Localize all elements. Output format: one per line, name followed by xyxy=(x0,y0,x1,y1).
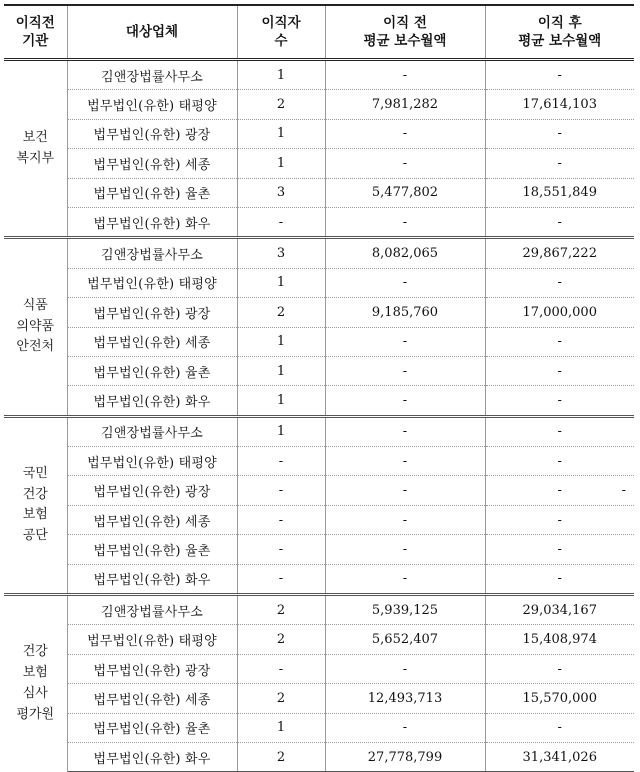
table-row xyxy=(4,60,634,90)
after-salary-cell: - xyxy=(485,564,634,594)
company-cell: 법무법인(유한) 태평양 xyxy=(67,90,237,119)
after-salary-cell: - xyxy=(485,535,634,564)
table-row xyxy=(4,564,634,594)
after-salary-cell: - xyxy=(485,654,634,683)
transfer-table xyxy=(4,4,634,772)
before-salary-cell: - xyxy=(325,149,485,178)
table-row xyxy=(4,742,634,771)
company-cell: 법무법인(유한) 율촌 xyxy=(67,178,237,207)
count-cell: 1 xyxy=(237,713,325,742)
after-salary-cell: 29,034,167 xyxy=(485,595,634,625)
header-after-salary: 이직 후 평균 보수월액 xyxy=(485,5,634,60)
table-row xyxy=(4,119,634,148)
table-row xyxy=(4,298,634,327)
count-cell: 3 xyxy=(237,238,325,268)
count-cell: 2 xyxy=(237,298,325,327)
institution-cell: 건강 보험 심사 평가원 xyxy=(4,595,67,772)
table-row xyxy=(4,595,634,625)
company-cell: 김앤장법률사무소 xyxy=(67,416,237,446)
after-salary-cell: - xyxy=(485,386,634,416)
count-cell: 2 xyxy=(237,625,325,654)
count-cell: 1 xyxy=(237,356,325,385)
after-salary-cell: 18,551,849 xyxy=(485,178,634,207)
before-salary-cell: - xyxy=(325,327,485,356)
company-cell: 법무법인(유한) 화우 xyxy=(67,564,237,594)
before-salary-cell: - xyxy=(325,713,485,742)
table-row xyxy=(4,713,634,742)
before-salary-cell: 5,939,125 xyxy=(325,595,485,625)
table-row xyxy=(4,238,634,268)
before-salary-cell: - xyxy=(325,60,485,90)
before-salary-cell: - xyxy=(325,447,485,476)
after-salary-cell: - xyxy=(485,60,634,90)
before-salary-cell: - xyxy=(325,564,485,594)
table-row xyxy=(4,476,634,505)
before-salary-cell: - xyxy=(325,505,485,534)
count-cell: - xyxy=(237,535,325,564)
before-salary-cell: 9,185,760 xyxy=(325,298,485,327)
count-cell: - xyxy=(237,476,325,505)
before-salary-cell: - xyxy=(325,416,485,446)
table-row xyxy=(4,505,634,534)
before-salary-cell: - xyxy=(325,535,485,564)
table-row xyxy=(4,207,634,237)
before-salary-cell: 12,493,713 xyxy=(325,684,485,713)
document xyxy=(4,4,634,772)
company-cell: 법무법인(유한) 율촌 xyxy=(67,713,237,742)
company-cell: 법무법인(유한) 화우 xyxy=(67,386,237,416)
count-cell: 1 xyxy=(237,327,325,356)
count-cell: 1 xyxy=(237,60,325,90)
table-row xyxy=(4,535,634,564)
count-cell: 1 xyxy=(237,119,325,148)
count-cell: 1 xyxy=(237,268,325,297)
count-cell: - xyxy=(237,207,325,237)
before-salary-cell: - xyxy=(325,356,485,385)
institution-cell: 보건 복지부 xyxy=(4,60,67,238)
after-salary-cell: - xyxy=(485,505,634,534)
stray-dash-mark: - xyxy=(621,483,626,499)
company-cell: 법무법인(유한) 태평양 xyxy=(67,268,237,297)
after-salary-cell: - xyxy=(485,447,634,476)
before-salary-cell: - xyxy=(325,386,485,416)
company-cell: 법무법인(유한) 광장 xyxy=(67,476,237,505)
company-cell: 김앤장법률사무소 xyxy=(67,238,237,268)
company-cell: 법무법인(유한) 태평양 xyxy=(67,447,237,476)
company-cell: 법무법인(유한) 세종 xyxy=(67,149,237,178)
header-company: 대상업체 xyxy=(67,5,237,60)
after-salary-cell: - xyxy=(485,356,634,385)
count-cell: - xyxy=(237,505,325,534)
company-cell: 법무법인(유한) 광장 xyxy=(67,119,237,148)
before-salary-cell: 7,981,282 xyxy=(325,90,485,119)
before-salary-cell: 5,652,407 xyxy=(325,625,485,654)
institution-cell: 국민 건강 보험 공단 xyxy=(4,416,67,594)
table-row xyxy=(4,268,634,297)
after-salary-cell: 29,867,222 xyxy=(485,238,634,268)
table-row xyxy=(4,178,634,207)
company-cell: 법무법인(유한) 세종 xyxy=(67,505,237,534)
table-row xyxy=(4,416,634,446)
after-salary-cell: 15,408,974 xyxy=(485,625,634,654)
header-institution: 이직전 기관 xyxy=(4,5,67,60)
after-salary-cell: - xyxy=(485,119,634,148)
table-body xyxy=(4,60,634,772)
table-row xyxy=(4,684,634,713)
company-cell: 법무법인(유한) 세종 xyxy=(67,327,237,356)
company-cell: 김앤장법률사무소 xyxy=(67,595,237,625)
company-cell: 법무법인(유한) 율촌 xyxy=(67,356,237,385)
company-cell: 법무법인(유한) 세종 xyxy=(67,684,237,713)
table-row xyxy=(4,654,634,683)
count-cell: 1 xyxy=(237,416,325,446)
after-salary-cell: - xyxy=(485,327,634,356)
before-salary-cell: 8,082,065 xyxy=(325,238,485,268)
count-cell: 3 xyxy=(237,178,325,207)
count-cell: - xyxy=(237,447,325,476)
company-cell: 김앤장법률사무소 xyxy=(67,60,237,90)
table-header-row xyxy=(4,5,634,60)
after-salary-cell: - xyxy=(485,416,634,446)
after-salary-cell: - xyxy=(485,207,634,237)
after-salary-cell: - xyxy=(485,713,634,742)
table-row xyxy=(4,327,634,356)
count-cell: - xyxy=(237,654,325,683)
before-salary-cell: - xyxy=(325,207,485,237)
table-row xyxy=(4,149,634,178)
company-cell: 법무법인(유한) 태평양 xyxy=(67,625,237,654)
table-row xyxy=(4,356,634,385)
count-cell: - xyxy=(237,564,325,594)
before-salary-cell: - xyxy=(325,268,485,297)
company-cell: 법무법인(유한) 화우 xyxy=(67,207,237,237)
company-cell: 법무법인(유한) 광장 xyxy=(67,298,237,327)
count-cell: 2 xyxy=(237,742,325,771)
count-cell: 2 xyxy=(237,90,325,119)
after-salary-cell: - xyxy=(485,149,634,178)
before-salary-cell: 27,778,799 xyxy=(325,742,485,771)
after-salary-cell: 17,000,000 xyxy=(485,298,634,327)
header-before-salary: 이직 전 평균 보수월액 xyxy=(325,5,485,60)
table-row xyxy=(4,90,634,119)
table-row xyxy=(4,386,634,416)
institution-cell: 식품 의약품 안전처 xyxy=(4,238,67,416)
company-cell: 법무법인(유한) 화우 xyxy=(67,742,237,771)
before-salary-cell: - xyxy=(325,654,485,683)
company-cell: 법무법인(유한) 율촌 xyxy=(67,535,237,564)
count-cell: 2 xyxy=(237,595,325,625)
after-salary-cell: 31,341,026 xyxy=(485,742,634,771)
table-row xyxy=(4,625,634,654)
table-row xyxy=(4,447,634,476)
count-cell: 1 xyxy=(237,386,325,416)
count-cell: 1 xyxy=(237,149,325,178)
company-cell: 법무법인(유한) 광장 xyxy=(67,654,237,683)
after-salary-cell: 17,614,103 xyxy=(485,90,634,119)
header-count: 이직자 수 xyxy=(237,5,325,60)
before-salary-cell: 5,477,802 xyxy=(325,178,485,207)
after-salary-cell: 15,570,000 xyxy=(485,684,634,713)
after-salary-cell: - - xyxy=(485,476,634,505)
count-cell: 2 xyxy=(237,684,325,713)
before-salary-cell: - xyxy=(325,476,485,505)
before-salary-cell: - xyxy=(325,119,485,148)
after-salary-cell: - xyxy=(485,268,634,297)
